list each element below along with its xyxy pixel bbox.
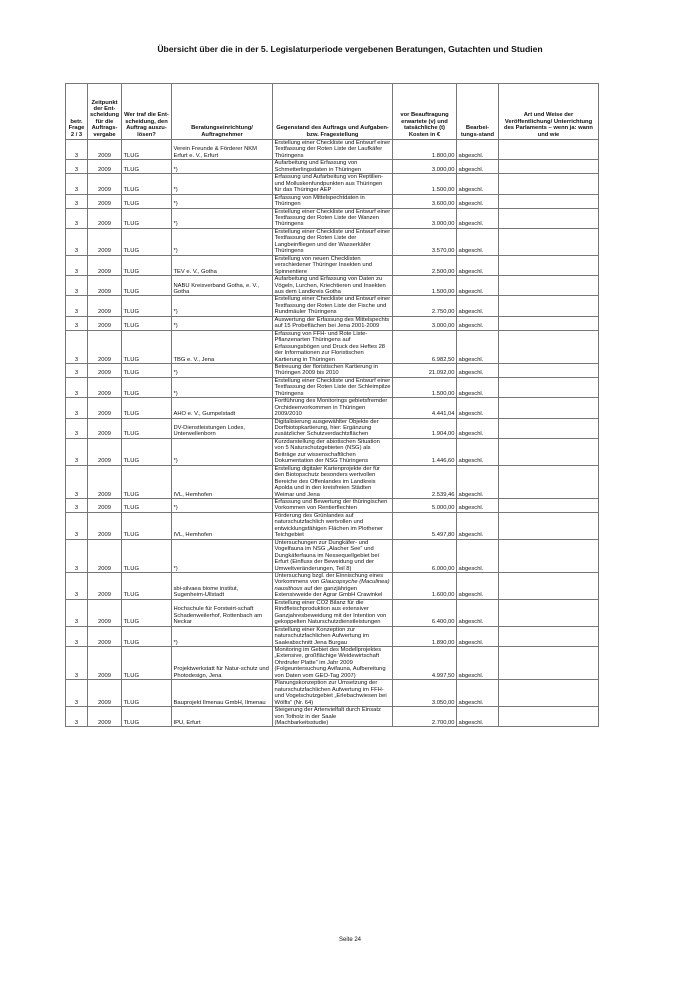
cell-veroeffentlichung	[499, 194, 599, 208]
cell-veroeffentlichung	[499, 316, 599, 330]
cell-wer: TLUG	[122, 438, 172, 465]
cell-stand: abgeschl.	[457, 465, 499, 498]
page-title: Übersicht über die in der 5. Legislaturperiode vergebenen Beratungen, Gutachten und Studien	[157, 44, 543, 54]
cell-kosten: 1.600,00	[393, 573, 457, 600]
cell-auftragnehmer: IPU, Erfurt	[172, 707, 273, 727]
cell-wer: TLUG	[122, 208, 172, 228]
cell-veroeffentlichung	[499, 646, 599, 679]
table-row	[66, 398, 599, 418]
table-row	[66, 539, 599, 572]
cell-frage: 3	[66, 330, 88, 363]
cell-stand: abgeschl.	[457, 160, 499, 174]
contracts-table	[65, 83, 598, 727]
cell-veroeffentlichung	[499, 160, 599, 174]
cell-frage: 3	[66, 680, 88, 707]
gegenstand-text: Untersuchung bzgl. der Einnischung eines Vorkommens von	[274, 573, 384, 586]
cell-gegenstand: Betreuung der floristischen Kartierung in Thüringen 2009 bis 2010	[273, 363, 393, 377]
cell-kosten: 3.000,00	[393, 160, 457, 174]
cell-frage: 3	[66, 296, 88, 316]
cell-kosten: 2.700,00	[393, 707, 457, 727]
table-row	[66, 276, 599, 296]
cell-gegenstand: Erstellung von neuen Checklisten verschiedener Thüringer Insekten und Spinnentiere	[273, 255, 393, 275]
cell-jahr: 2009	[88, 418, 122, 438]
cell-auftragnehmer: IVL, Hemhofen	[172, 465, 273, 498]
cell-veroeffentlichung	[499, 512, 599, 539]
cell-frage: 3	[66, 539, 88, 572]
cell-kosten: 1.500,00	[393, 174, 457, 194]
cell-jahr: 2009	[88, 194, 122, 208]
cell-stand: abgeschl.	[457, 174, 499, 194]
cell-veroeffentlichung	[499, 707, 599, 727]
cell-jahr: 2009	[88, 646, 122, 679]
cell-kosten: 5.000,00	[393, 499, 457, 513]
cell-frage: 3	[66, 646, 88, 679]
cell-gegenstand: Förderung des Grünlandes auf naturschutzfachlich wertvollen und entwicklungsfähigen Flächen im Plothener Teichgebiet	[273, 512, 393, 539]
table-header-row	[66, 84, 599, 140]
table-row	[66, 626, 599, 646]
cell-jahr: 2009	[88, 499, 122, 513]
gegenstand-text-end: auf der ganzjährigen Extensivweide der Agrar GmbH Crawinkel	[274, 585, 383, 599]
table-row	[66, 228, 599, 255]
cell-auftragnehmer: *)	[172, 174, 273, 194]
cell-wer: TLUG	[122, 363, 172, 377]
cell-stand: abgeschl.	[457, 194, 499, 208]
cell-kosten: 5.497,80	[393, 512, 457, 539]
cell-jahr: 2009	[88, 512, 122, 539]
cell-veroeffentlichung	[499, 626, 599, 646]
cell-wer: TLUG	[122, 539, 172, 572]
cell-auftragnehmer: TEV e. V., Gotha	[172, 255, 273, 275]
header-frage: betr. Frage 2 / 3	[66, 84, 88, 140]
cell-kosten: 3.000,00	[393, 316, 457, 330]
header-wer: Wer traf die Ent-scheidung, den Auftrag auszu-lösen?	[122, 84, 172, 140]
table-row	[66, 465, 599, 498]
cell-auftragnehmer: *)	[172, 160, 273, 174]
cell-gegenstand	[273, 573, 393, 600]
cell-kosten: 1.500,00	[393, 276, 457, 296]
cell-stand: abgeschl.	[457, 499, 499, 513]
cell-wer: TLUG	[122, 140, 172, 160]
cell-veroeffentlichung	[499, 276, 599, 296]
cell-wer: TLUG	[122, 512, 172, 539]
table-row	[66, 140, 599, 160]
cell-auftragnehmer: Hochschule für Forstwirt-schaft Schadenweilerhof, Rottenbach am Neckar	[172, 599, 273, 626]
cell-auftragnehmer: DV-Dienstleistungen Lodes, Unterwellenborn	[172, 418, 273, 438]
cell-auftragnehmer: Verein Freunde & Förderer NKM Erfurt e. V., Erfurt	[172, 140, 273, 160]
table-row	[66, 194, 599, 208]
cell-kosten: 2.750,00	[393, 296, 457, 316]
cell-auftragnehmer: *)	[172, 296, 273, 316]
cell-veroeffentlichung	[499, 539, 599, 572]
cell-jahr: 2009	[88, 707, 122, 727]
cell-wer: TLUG	[122, 707, 172, 727]
cell-wer: TLUG	[122, 599, 172, 626]
cell-stand: abgeschl.	[457, 276, 499, 296]
cell-gegenstand: Erfassung und Bewertung der thüringischen Vorkommen von Rentierflechten	[273, 499, 393, 513]
cell-gegenstand: Auswertung der Erfassung des Mittelspechts auf 15 Probeflächen bei Jena 2001-2009	[273, 316, 393, 330]
cell-veroeffentlichung	[499, 330, 599, 363]
cell-veroeffentlichung	[499, 255, 599, 275]
cell-frage: 3	[66, 573, 88, 600]
cell-kosten: 1.890,00	[393, 626, 457, 646]
cell-kosten: 2.539,46	[393, 465, 457, 498]
table-row	[66, 680, 599, 707]
cell-kosten: 1.800,00	[393, 140, 457, 160]
cell-wer: TLUG	[122, 398, 172, 418]
cell-kosten: 3.570,00	[393, 228, 457, 255]
cell-kosten: 6.400,00	[393, 599, 457, 626]
cell-gegenstand: Erstellung einer Checkliste und Entwurf einer Textfassung der Roten Liste der Langbeinfliegen und der Wasserkäfer Thüringens	[273, 228, 393, 255]
cell-frage: 3	[66, 363, 88, 377]
cell-gegenstand: Erstellung einer Checkliste und Entwurf einer Textfassung der Roten Liste der Schleimpilze Thüringens	[274, 377, 391, 397]
table-row	[66, 296, 599, 316]
cell-wer: TLUG	[122, 377, 172, 397]
cell-wer: TLUG	[122, 646, 172, 679]
cell-jahr: 2009	[88, 626, 122, 646]
cell-stand: abgeschl.	[457, 599, 499, 626]
cell-auftragnehmer: *)	[172, 539, 273, 572]
cell-frage: 3	[66, 316, 88, 330]
table-row	[66, 255, 599, 275]
cell-veroeffentlichung	[499, 228, 599, 255]
cell-stand: abgeschl.	[457, 377, 499, 397]
cell-gegenstand: Fortführung des Monitorings gebietsfremder Orchideenvorkommen in Thüringen 2009/2010	[273, 398, 393, 418]
table-row	[66, 330, 599, 363]
cell-auftragnehmer: *)	[172, 208, 273, 228]
table-row	[66, 599, 599, 626]
cell-veroeffentlichung	[499, 680, 599, 707]
cell-gegenstand: Steigerung der Artenvielfalt durch Einsatz von Totholz in der Saale (Machbarkeitsstudie)	[273, 707, 393, 727]
cell-kosten: 3.050,00	[393, 680, 457, 707]
cell-frage: 3	[66, 707, 88, 727]
cell-auftragnehmer: sbi-silvaea biome institut, Sugenheim-Ullstadt	[172, 573, 273, 600]
cell-frage: 3	[66, 512, 88, 539]
cell-stand: abgeschl.	[457, 330, 499, 363]
cell-frage: 3	[66, 255, 88, 275]
cell-kosten: 3.000,00	[393, 208, 457, 228]
cell-stand: abgeschl.	[457, 680, 499, 707]
cell-veroeffentlichung	[499, 573, 599, 600]
cell-auftragnehmer: *)	[172, 499, 273, 513]
cell-auftragnehmer: *)	[172, 438, 273, 465]
table-row	[66, 512, 599, 539]
cell-gegenstand: Erstellung einer Checkliste und Entwurf einer Textfassung der Roten Liste der Fische und Rundmäuler Thüringens	[273, 296, 393, 316]
cell-stand: abgeschl.	[457, 140, 499, 160]
cell-stand: abgeschl.	[457, 316, 499, 330]
cell-gegenstand: Erstellung einer Checkliste und Entwurf einer Textfassung der Roten Liste der Laufkäfer Thüringens	[273, 140, 393, 160]
cell-frage: 3	[66, 438, 88, 465]
cell-veroeffentlichung	[499, 174, 599, 194]
cell-wer: TLUG	[122, 160, 172, 174]
cell-kosten: 6.982,50	[393, 330, 457, 363]
cell-auftragnehmer: *)	[172, 626, 273, 646]
cell-frage: 3	[66, 377, 88, 397]
cell-frage: 3	[66, 228, 88, 255]
cell-stand: abgeschl.	[457, 573, 499, 600]
cell-jahr: 2009	[88, 680, 122, 707]
cell-stand: abgeschl.	[457, 228, 499, 255]
cell-veroeffentlichung	[499, 296, 599, 316]
cell-kosten: 1.446,60	[393, 438, 457, 465]
cell-jahr: 2009	[88, 140, 122, 160]
cell-kosten: 2.500,00	[393, 255, 457, 275]
header-gegenstand: Gegenstand des Auftrags und Aufgaben- bzw. Fragestellung	[273, 84, 393, 140]
cell-frage: 3	[66, 140, 88, 160]
cell-stand: abgeschl.	[457, 626, 499, 646]
cell-jahr: 2009	[88, 174, 122, 194]
cell-frage: 3	[66, 160, 88, 174]
table-row	[66, 208, 599, 228]
cell-auftragnehmer: Bauprojekt Ilmenau GmbH, Ilmenau	[172, 680, 273, 707]
cell-veroeffentlichung	[499, 418, 599, 438]
table-row	[66, 160, 599, 174]
cell-gegenstand: Erfassung von FFH- und Rote Liste-Pflanzenarten Thüringens auf Erfassungsbögen und Druck des Heftes 28 der Informationen zur Floristischen Kartierung in Thüringen	[273, 330, 393, 363]
cell-auftragnehmer: IVL, Hemhofen	[172, 512, 273, 539]
cell-auftragnehmer: *)	[172, 228, 273, 255]
cell-kosten: 1.500,00	[393, 377, 457, 397]
cell-frage: 3	[66, 499, 88, 513]
cell-auftragnehmer: AHO e. V., Gumpelstadt	[172, 398, 273, 418]
cell-veroeffentlichung	[499, 140, 599, 160]
cell-gegenstand: Erstellung einer CO2 Bilanz für die Rindfleischproduktion aus extensiver Ganzjahresbeweidung mit der Intention von gekoppelten Naturschutzdienstleistungen	[273, 599, 393, 626]
cell-stand: abgeschl.	[457, 438, 499, 465]
cell-gegenstand: Aufarbeitung und Erfassung von Daten zu Vögeln, Lurchen, Kriechtieren und Insekten aus dem Landkreis Gotha	[273, 276, 393, 296]
cell-wer: TLUG	[122, 174, 172, 194]
cell-jahr: 2009	[88, 363, 122, 377]
cell-stand: abgeschl.	[457, 707, 499, 727]
cell-gegenstand: Digitalisierung ausgewählter Objekte der Dorfbiotopkartierung, hier: Ergänzung zusätzlicher Schutzverdachtsflächen	[273, 418, 393, 438]
cell-jahr: 2009	[88, 276, 122, 296]
cell-jahr: 2009	[88, 398, 122, 418]
cell-frage: 3	[66, 276, 88, 296]
cell-gegenstand: Monitoring im Gebiet des Modellprojektes „Extensive, großflächige Weidewirtschaft Ohrdrufer Platte“ im Jahr 2009 (Folgeuntersuchung Avifauna, Aufbereitung von Daten vom GEO-Tag 2007)	[273, 646, 393, 679]
cell-stand: abgeschl.	[457, 208, 499, 228]
cell-jahr: 2009	[88, 228, 122, 255]
table-row	[66, 377, 599, 397]
cell-stand: abgeschl.	[457, 539, 499, 572]
cell-jahr: 2009	[88, 599, 122, 626]
cell-stand: abgeschl.	[457, 398, 499, 418]
cell-jahr: 2009	[88, 255, 122, 275]
table-row	[66, 499, 599, 513]
cell-wer: TLUG	[122, 276, 172, 296]
cell-wer: TLUG	[122, 465, 172, 498]
cell-wer: TLUG	[122, 418, 172, 438]
cell-jahr: 2009	[88, 330, 122, 363]
cell-veroeffentlichung	[499, 438, 599, 465]
cell-auftragnehmer: *)	[172, 363, 273, 377]
cell-wer: TLUG	[122, 255, 172, 275]
cell-wer: TLUG	[122, 316, 172, 330]
table-row	[66, 438, 599, 465]
cell-gegenstand: Erstellung digitaler Kartenprojekte der für den Biotopschutz besonders wertvollen Bereiche des Offenlandes im Landkreis Apolda und in den kreisfreien Städten Weimar und Jena	[273, 465, 393, 498]
species-name: Glaucopsyche (Maculinea) nausithous	[274, 579, 390, 592]
page-number: Seite 24	[338, 937, 362, 943]
cell-veroeffentlichung	[499, 499, 599, 513]
cell-gegenstand: Erstellung einer Konzeption zur naturschutzfachlichen Aufwertung im Saaleabschnitt Jena Burgau	[273, 626, 393, 646]
cell-jahr: 2009	[88, 465, 122, 498]
header-auftragnehmer: Beratungseinrichtung/ Auftragnehmer	[172, 84, 273, 140]
table-row	[66, 418, 599, 438]
cell-kosten: 1.904,00	[393, 418, 457, 438]
table-row	[66, 363, 599, 377]
cell-auftragnehmer: NABU Kreisverband Gotha, e. V., Gotha	[172, 276, 273, 296]
cell-auftragnehmer: *)	[172, 194, 273, 208]
cell-veroeffentlichung	[499, 363, 599, 377]
cell-jahr: 2009	[88, 377, 122, 397]
cell-kosten: 4.997,50	[393, 646, 457, 679]
cell-wer: TLUG	[122, 573, 172, 600]
cell-veroeffentlichung	[499, 208, 599, 228]
cell-frage: 3	[66, 398, 88, 418]
cell-frage: 3	[66, 174, 88, 194]
table-row	[66, 707, 599, 727]
cell-gegenstand: Kurzdarstellung der abiotischen Situation von 5 Naturschutzgebieten (NSG) als Beiträge zur wissenschaftlichen Dokumentation der NSG Thüringens	[273, 438, 393, 465]
cell-stand: abgeschl.	[457, 418, 499, 438]
cell-wer: TLUG	[122, 626, 172, 646]
cell-stand: abgeschl.	[457, 296, 499, 316]
cell-wer: TLUG	[122, 680, 172, 707]
table-row	[66, 573, 599, 600]
cell-jahr: 2009	[88, 539, 122, 572]
cell-auftragnehmer: Projektwerkstatt für Natur-schutz und Photodesign, Jena	[172, 646, 273, 679]
cell-kosten: 6.000,00	[393, 539, 457, 572]
cell-jahr: 2009	[88, 296, 122, 316]
cell-wer: TLUG	[122, 228, 172, 255]
cell-frage: 3	[66, 465, 88, 498]
cell-gegenstand: Erfassung von Mittelspechtdaten in Thüringen	[273, 194, 393, 208]
header-zeitpunkt: Zeitpunkt der Ent-scheidung für die Auftrags-vergabe	[88, 84, 122, 140]
cell-veroeffentlichung	[499, 599, 599, 626]
cell-veroeffentlichung	[499, 465, 599, 498]
cell-veroeffentlichung	[499, 398, 599, 418]
cell-jahr: 2009	[88, 438, 122, 465]
cell-gegenstand: Untersuchungen zur Dungkäfer- und Vogelfauna im NSG „Alacher See“ und Dungkäferfauna im Nessequellgebiet bei Erfurt (Einfluss der Beweidung und der Umweltveränderungen, Teil 8)	[273, 539, 393, 572]
cell-kosten: 3.600,00	[393, 194, 457, 208]
cell-wer: TLUG	[122, 499, 172, 513]
header-stand: Bearbei-tungs-stand	[457, 84, 499, 140]
cell-wer: TLUG	[122, 296, 172, 316]
cell-frage: 3	[66, 626, 88, 646]
header-veroeffentlichung: Art und Weise der Veröffentlichung/ Unterrichtung des Parlaments – wenn ja: wann und wie	[499, 84, 599, 140]
cell-frage: 3	[66, 599, 88, 626]
cell-auftragnehmer: TBG e. V., Jena	[172, 330, 273, 363]
cell-gegenstand: Erfassung und Aufarbeitung von Reptilien- und Molluskenfundpunkten aus Thüringen für das Thüringer AEP	[273, 174, 393, 194]
cell-frage: 3	[66, 194, 88, 208]
cell-frage: 3	[66, 418, 88, 438]
cell-wer: TLUG	[122, 194, 172, 208]
header-kosten: vor Beauftragung erwartete (v) und tatsächliche (t) Kosten in €	[393, 84, 457, 140]
cell-kosten: 21.092,00	[393, 363, 457, 377]
cell-jahr: 2009	[88, 160, 122, 174]
cell-auftragnehmer: *)	[172, 316, 273, 330]
cell-stand: abgeschl.	[457, 363, 499, 377]
cell-jahr: 2009	[88, 208, 122, 228]
cell-kosten: 4.441,04	[393, 398, 457, 418]
table-row	[66, 316, 599, 330]
table-row	[66, 174, 599, 194]
cell-gegenstand: Planungskonzeption zur Umsetzung der naturschutzfachlichen Aufwertung im FFH- und Vogelschutzgebiet „Erlebachwiesen bei Wölfis“ (Nr. 64)	[273, 680, 393, 707]
cell-jahr: 2009	[88, 316, 122, 330]
cell-gegenstand: Erstellung einer Checkliste und Entwurf einer Textfassung der Roten Liste der Wanzen Thüringens	[273, 208, 393, 228]
cell-stand: abgeschl.	[457, 512, 499, 539]
cell-wer: TLUG	[122, 330, 172, 363]
cell-auftragnehmer: *)	[172, 377, 273, 397]
cell-veroeffentlichung	[499, 377, 599, 397]
cell-stand: abgeschl.	[457, 646, 499, 679]
cell-jahr: 2009	[88, 573, 122, 600]
table-row	[66, 646, 599, 679]
cell-gegenstand: Aufarbeitung und Erfassung von Schmetterlingsdaten in Thüringen	[273, 160, 393, 174]
cell-frage: 3	[66, 208, 88, 228]
cell-stand: abgeschl.	[457, 255, 499, 275]
